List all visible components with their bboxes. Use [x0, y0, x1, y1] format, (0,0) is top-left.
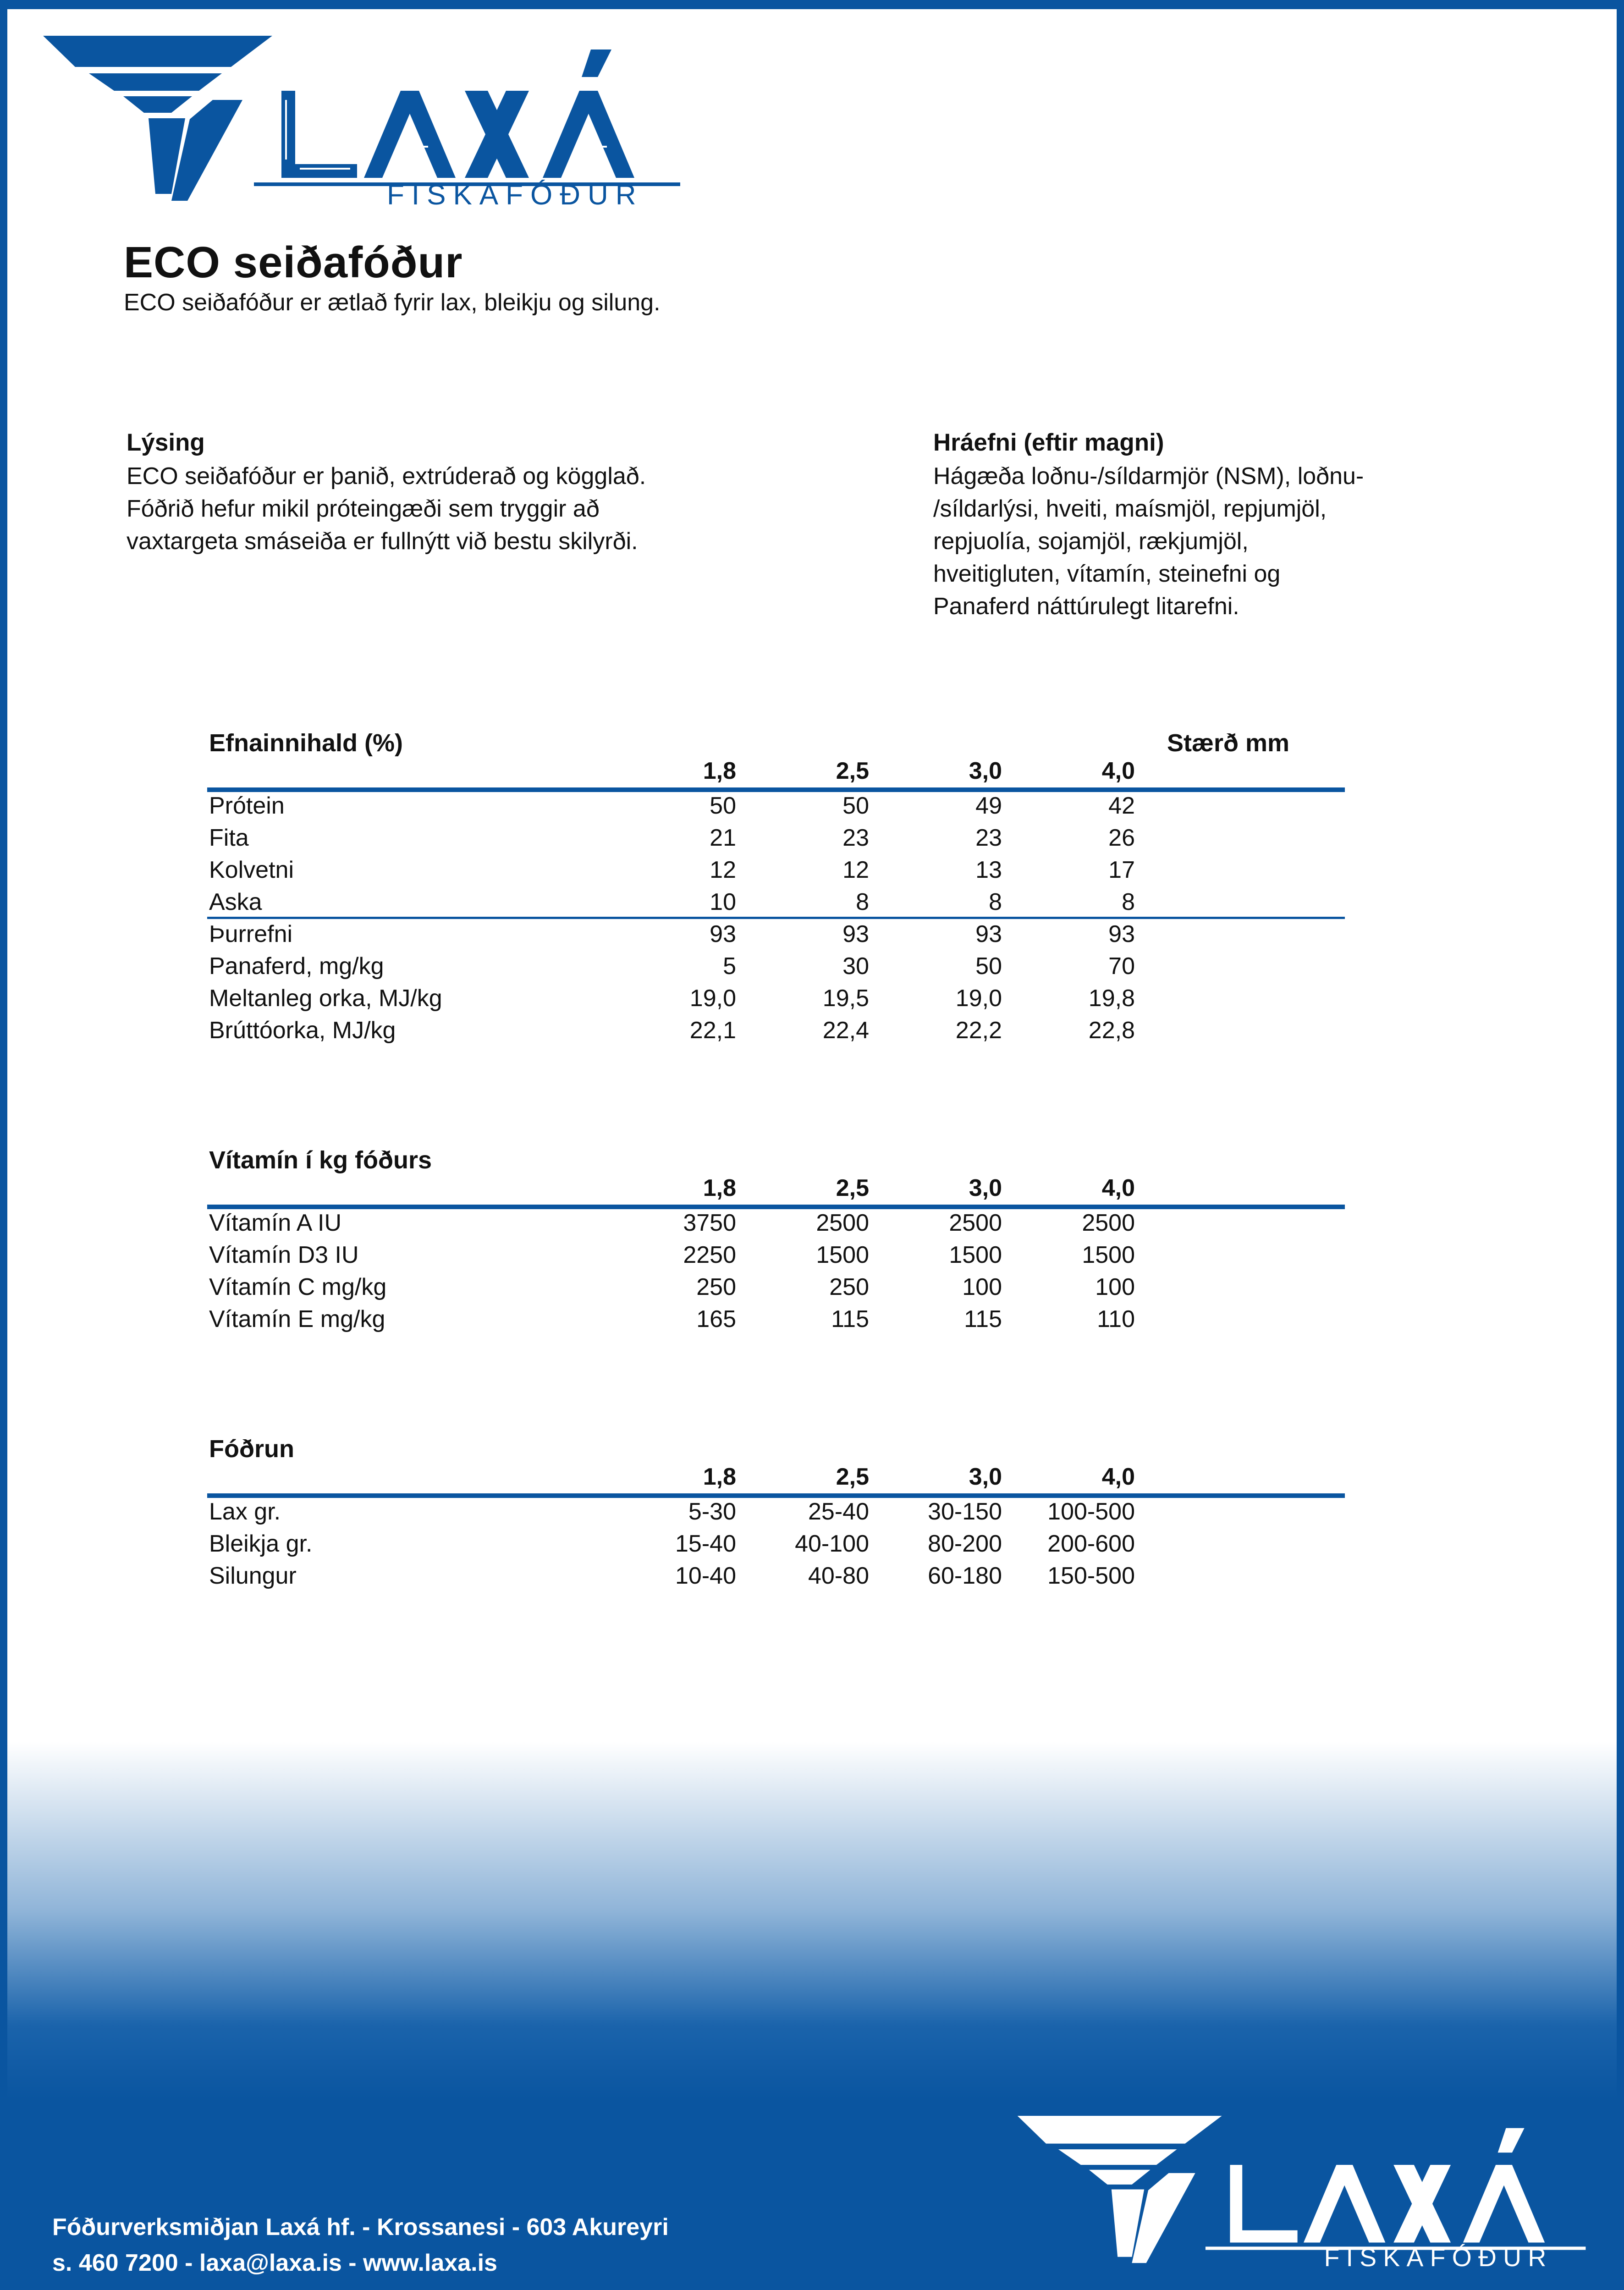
- table-row: [209, 1209, 1346, 1241]
- row-value: 3750: [683, 1210, 736, 1236]
- row-value: 22,1: [689, 1017, 736, 1044]
- row-label: Meltanleg orka, MJ/kg: [209, 985, 442, 1012]
- row-value: 19,5: [822, 985, 869, 1012]
- row-label: Brúttóorka, MJ/kg: [209, 1017, 396, 1044]
- ingredients-text: Hágæða loðnu-/síldarmjör (NSM), loðnu- /síldarlýsi, hveiti, maísmjöl, repjumjöl, repjuolía, sojamjöl, rækjumjöl, hveitigluten, vítamín, steinefni og Panaferd náttúrulegt litarefni.: [933, 463, 1364, 620]
- row-value: 49: [975, 793, 1002, 819]
- row-value: 8: [1122, 889, 1135, 915]
- row-value: 26: [1108, 825, 1135, 851]
- row-value: 5: [723, 953, 736, 980]
- row-value: 17: [1108, 857, 1135, 883]
- size-header: 3,0: [969, 1175, 1002, 1201]
- row-value: 2500: [949, 1210, 1002, 1236]
- row-value: 10-40: [675, 1563, 736, 1589]
- size-header: 1,8: [703, 1464, 736, 1490]
- logo-tagline: FISKAFÓÐUR: [387, 179, 644, 205]
- size-header: 3,0: [969, 758, 1002, 784]
- row-label: Vítamín D3 IU: [209, 1242, 359, 1268]
- ingredients-section: [933, 429, 1460, 623]
- table-row: [209, 1241, 1346, 1273]
- table-header: [209, 1174, 1346, 1206]
- row-value: 70: [1108, 953, 1135, 980]
- page-title: ECO seiðafóður: [124, 238, 463, 287]
- row-value: 2500: [1082, 1210, 1135, 1236]
- row-value: 115: [831, 1306, 869, 1332]
- size-label: Stærð mm: [1167, 729, 1290, 757]
- row-value: 165: [696, 1306, 736, 1332]
- table-row: [209, 792, 1346, 824]
- row-label: Bleikja gr.: [209, 1530, 313, 1557]
- row-label: Prótein: [209, 793, 285, 819]
- page-subtitle: ECO seiðafóður er ætlað fyrir lax, bleikju og silung.: [124, 289, 661, 316]
- row-value: 42: [1108, 793, 1135, 819]
- row-value: 8: [856, 889, 869, 915]
- table-caption: Fóðrun: [209, 1435, 294, 1463]
- row-value: 93: [842, 921, 869, 947]
- table-caption: Vítamín í kg fóðurs: [209, 1146, 432, 1174]
- row-label: Vítamín E mg/kg: [209, 1306, 385, 1332]
- table-row: [209, 824, 1346, 856]
- row-label: Lax gr.: [209, 1498, 281, 1525]
- description-section: [127, 429, 814, 558]
- size-header: 3,0: [969, 1464, 1002, 1490]
- row-value: 1500: [949, 1242, 1002, 1268]
- table-row: [209, 985, 1346, 1017]
- row-value: 50: [710, 793, 736, 819]
- footer-contact-line: s. 460 7200 - laxa@laxa.is - www.laxa.is: [52, 2250, 497, 2276]
- row-value: 100-500: [1047, 1498, 1135, 1525]
- row-label: Fita: [209, 825, 249, 851]
- row-label: Þurrefni: [209, 921, 293, 947]
- row-value: 22,2: [955, 1017, 1002, 1044]
- size-header: 4,0: [1101, 1175, 1135, 1201]
- row-value: 19,0: [955, 985, 1002, 1012]
- row-label: Silungur: [209, 1563, 297, 1589]
- row-value: 1500: [816, 1242, 869, 1268]
- footer-address: Fóðurverksmiðjan Laxá hf. - Krossanesi - 603 Akureyri: [52, 2214, 669, 2240]
- row-value: 23: [975, 825, 1002, 851]
- row-value: 200-600: [1047, 1530, 1135, 1557]
- size-header: 4,0: [1101, 758, 1135, 784]
- laxa-logo-footer: [1006, 2116, 1602, 2267]
- row-value: 22,8: [1088, 1017, 1135, 1044]
- row-value: 93: [710, 921, 736, 947]
- table-header: [209, 1463, 1346, 1495]
- row-label: Vítamín A IU: [209, 1210, 342, 1236]
- row-value: 60-180: [928, 1563, 1002, 1589]
- logo-tagline: FISKAFÓÐUR: [1324, 2243, 1553, 2267]
- row-value: 2250: [683, 1242, 736, 1268]
- table-caption: Efnainnihald (%): [209, 729, 403, 757]
- row-value: 19,8: [1088, 985, 1135, 1012]
- row-label: Panaferd, mg/kg: [209, 953, 384, 980]
- row-value: 93: [975, 921, 1002, 947]
- size-header: 2,5: [836, 758, 869, 784]
- row-value: 30: [842, 953, 869, 980]
- row-value: 250: [696, 1274, 736, 1300]
- row-value: 15-40: [675, 1530, 736, 1557]
- row-value: 23: [842, 825, 869, 851]
- row-value: 50: [842, 793, 869, 819]
- table-row: [209, 1562, 1346, 1594]
- row-value: 8: [989, 889, 1002, 915]
- table-row: [209, 888, 1346, 920]
- row-value: 40-100: [795, 1530, 869, 1557]
- table-row: [209, 1530, 1346, 1562]
- row-value: 5-30: [688, 1498, 736, 1525]
- row-value: 100: [962, 1274, 1002, 1300]
- row-label: Aska: [209, 889, 262, 915]
- size-header: 1,8: [703, 1175, 736, 1201]
- row-value: 13: [975, 857, 1002, 883]
- size-header: 2,5: [836, 1464, 869, 1490]
- row-value: 2500: [816, 1210, 869, 1236]
- row-value: 80-200: [928, 1530, 1002, 1557]
- row-label: Vítamín C mg/kg: [209, 1274, 387, 1300]
- row-value: 150-500: [1047, 1563, 1135, 1589]
- description-heading: Lýsing: [127, 429, 205, 456]
- row-value: 100: [1095, 1274, 1135, 1300]
- laxa-logo: [34, 36, 694, 205]
- row-value: 12: [842, 857, 869, 883]
- size-header: 4,0: [1101, 1464, 1135, 1490]
- row-value: 12: [710, 857, 736, 883]
- size-header: 1,8: [703, 758, 736, 784]
- table-row: [209, 952, 1346, 985]
- row-label: Kolvetni: [209, 857, 294, 883]
- table-row: [209, 1017, 1346, 1049]
- row-value: 93: [1108, 921, 1135, 947]
- footer-contact: [52, 2209, 669, 2281]
- ingredients-heading: Hráefni (eftir magni): [933, 429, 1164, 456]
- table-row: [209, 1305, 1346, 1338]
- row-value: 250: [829, 1274, 869, 1300]
- row-value: 110: [1097, 1306, 1135, 1332]
- row-value: 30-150: [928, 1498, 1002, 1525]
- row-value: 1500: [1082, 1242, 1135, 1268]
- table-header: [209, 757, 1346, 789]
- table-row: [209, 1498, 1346, 1530]
- description-text: ECO seiðafóður er þanið, extrúderað og kögglað. Fóðrið hefur mikil próteingæði sem tryggir að vaxtargeta smáseiða er fullnýtt við bestu skilyrði.: [127, 463, 646, 555]
- row-value: 19,0: [689, 985, 736, 1012]
- row-value: 25-40: [808, 1498, 869, 1525]
- row-value: 50: [975, 953, 1002, 980]
- row-value: 21: [710, 825, 736, 851]
- row-value: 40-80: [808, 1563, 869, 1589]
- table-row: [209, 856, 1346, 888]
- table-row: [209, 920, 1346, 952]
- table-row: [209, 1273, 1346, 1305]
- row-value: 115: [964, 1306, 1002, 1332]
- size-header: 2,5: [836, 1175, 869, 1201]
- row-value: 22,4: [822, 1017, 869, 1044]
- row-value: 10: [710, 889, 736, 915]
